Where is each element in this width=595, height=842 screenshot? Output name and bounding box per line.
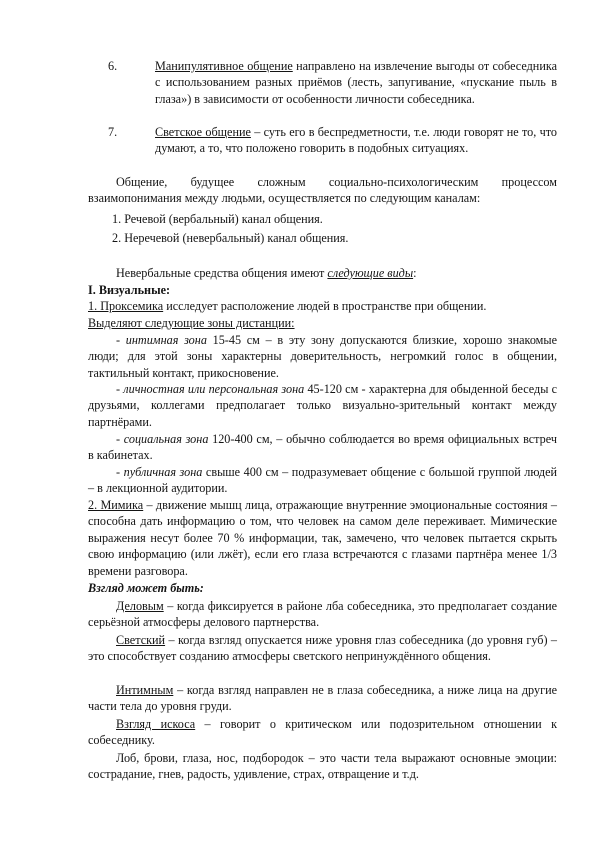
gaze-text: – говорит о критическом или подозрительном отношении к собеседнику. bbox=[88, 717, 557, 748]
mimic-paragraph bbox=[88, 497, 557, 579]
zone-personal bbox=[88, 381, 557, 430]
channel-item: 1. Речевой (вербальный) канал общения. bbox=[112, 212, 323, 226]
zone-prefix: - bbox=[116, 382, 124, 396]
zone-intimate bbox=[88, 332, 557, 381]
zone-term: личностная или персональная зона bbox=[123, 382, 305, 396]
gaze-term: Взгляд искоса bbox=[116, 717, 196, 731]
final-paragraph: Лоб, брови, глаза, нос, подбородок – это части тела выражают основные эмоции: сострадание, гнев, радость, удивление, страх, отвращение и т.д. bbox=[88, 751, 557, 782]
nonverbal-line bbox=[88, 265, 557, 281]
term: Манипулятивное общение bbox=[155, 59, 293, 73]
gaze-title: Взгляд может быть: bbox=[88, 581, 204, 595]
gaze-text: – когда фиксируется в районе лба собеседника, это предполагает создание серьёзной атмосферы делового партнерства. bbox=[88, 599, 557, 630]
section-title: I. Визуальные: bbox=[88, 283, 171, 297]
gaze-business bbox=[88, 598, 557, 631]
channel-item: 2. Неречевой (невербальный) канал общения. bbox=[112, 231, 349, 245]
list-item-manipulative bbox=[155, 58, 557, 107]
list-item-text: направлено на извлечение выгоды от собеседника с использованием разных приёмов (лесть, запугивание, «пускание пыль в глаза») в зависимости от особенности личности собеседника. bbox=[155, 59, 557, 106]
zone-text: свыше 400 см – подразумевает общение с большой группой людей – в лекционной аудитории. bbox=[88, 465, 558, 496]
zone-term: интимная зона bbox=[125, 333, 207, 347]
zone-text: 45-120 см - характерна для обыденной беседы с друзьями, коллегами предполагает только визуально-зрительный контакт между партнёрами. bbox=[88, 382, 558, 429]
gaze-text: – когда взгляд опускается ниже уровня глаз собеседника (до уровня губ) – это способствует созданию атмосферы светского непринуждённого общения. bbox=[88, 633, 557, 664]
zone-social bbox=[88, 431, 557, 464]
nonverbal-prefix: Невербальные средства общения имеют bbox=[116, 266, 328, 280]
zone-text: 120-400 см, – обычно соблюдается во время официальных встреч в кабинетах. bbox=[88, 432, 557, 463]
zone-text: 15-45 см – в эту зону допускаются близкие, хорошо знакомые люди; для этой зоны характерны доверительность, негромкий голос в общении, тактильный контакт, прикосновение. bbox=[88, 333, 557, 380]
nonverbal-term: следующие виды bbox=[327, 266, 414, 280]
term: Светское общение bbox=[155, 125, 251, 139]
zone-term: социальная зона bbox=[123, 432, 209, 446]
zone-prefix: - bbox=[116, 465, 124, 479]
list-item-social bbox=[155, 124, 557, 157]
list-number: 7. bbox=[108, 125, 118, 139]
zone-prefix: - bbox=[116, 432, 124, 446]
zone-public bbox=[88, 464, 557, 497]
proxemics-term: 1. Проксемика bbox=[88, 299, 164, 313]
proxemics-paragraph bbox=[88, 298, 557, 314]
zone-term: публичная зона bbox=[123, 465, 203, 479]
gaze-sideways bbox=[88, 716, 557, 749]
zones-title: Выделяют следующие зоны дистанции: bbox=[88, 316, 295, 330]
proxemics-text: исследует расположение людей в пространстве при общении. bbox=[163, 299, 487, 313]
gaze-term: Интимным bbox=[116, 683, 174, 697]
gaze-term: Светский bbox=[116, 633, 166, 647]
zone-prefix: - bbox=[116, 333, 126, 347]
intro-paragraph: Общение, будущее сложным социально-психологическим процессом взаимопонимания между людьми, осуществляется по следующим каналам: bbox=[88, 175, 557, 206]
mimic-text: – движение мышц лица, отражающие внутренние эмоциональные состояния – способна дать информацию о том, что человек на самом деле переживает. Мимические выражения несут более 70 % информации, так, замечено, что человек пытается скрыть свою информацию (или лжёт), если его глаза встречаются с глазами партнёра менее 1/3 времени разговора. bbox=[88, 498, 558, 578]
list-number: 6. bbox=[108, 59, 118, 73]
list-item-text: – суть его в беспредметности, т.е. люди говорят не то, что думают, а то, что положено говорить в подобных ситуациях. bbox=[155, 125, 557, 156]
mimic-term: 2. Мимика bbox=[88, 498, 144, 512]
gaze-text: – когда взгляд направлен не в глаза собеседника, а ниже лица на другие части тела до уровня груди. bbox=[88, 683, 557, 714]
gaze-social bbox=[88, 632, 557, 665]
gaze-intimate bbox=[88, 682, 557, 715]
gaze-term: Деловым bbox=[116, 599, 164, 613]
nonverbal-suffix: : bbox=[413, 266, 417, 280]
